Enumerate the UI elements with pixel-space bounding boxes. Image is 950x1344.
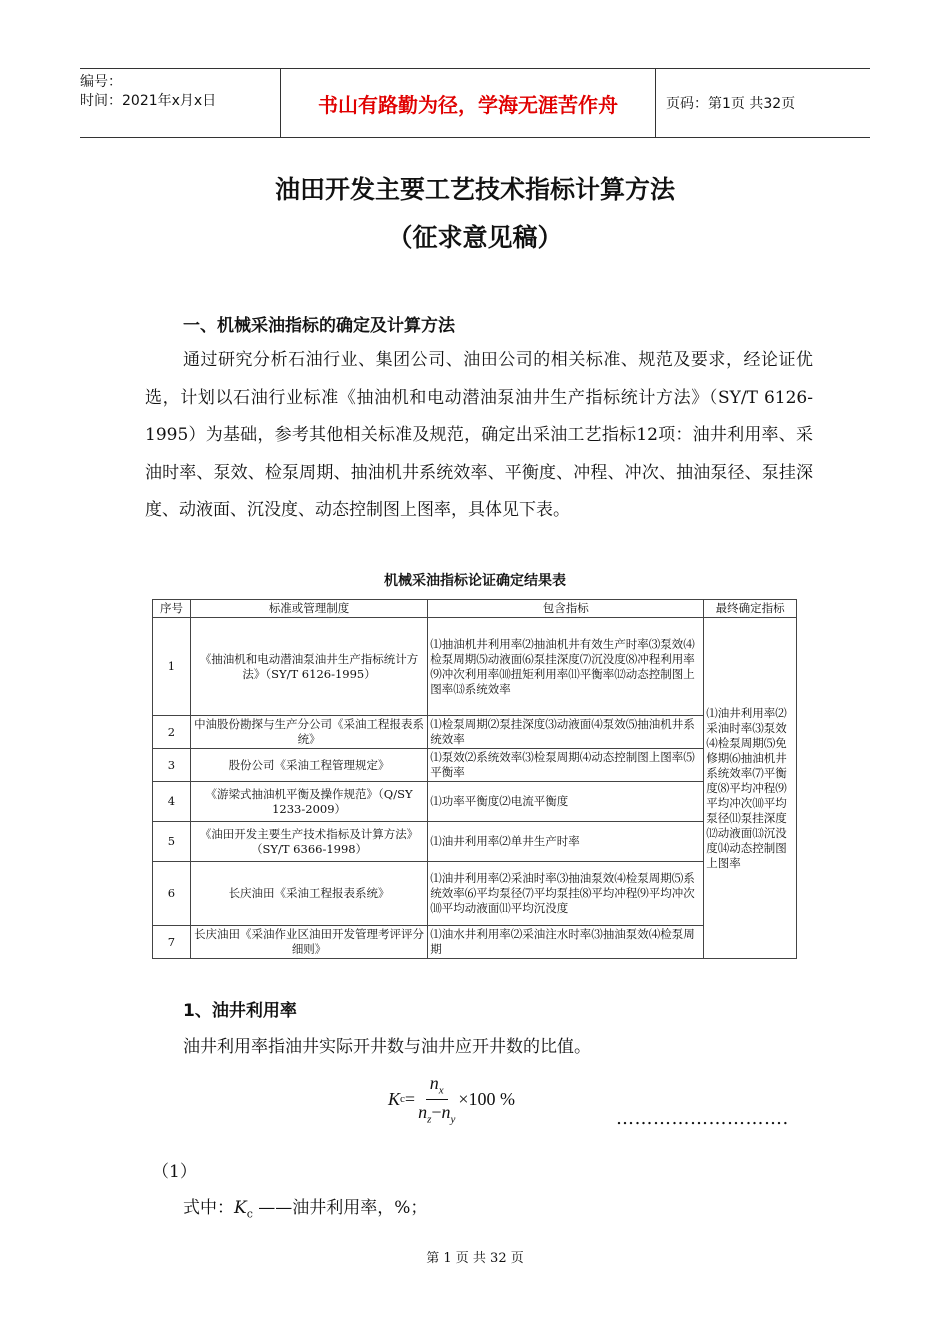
subsection-heading: 1、油井利用率 <box>183 1001 297 1021</box>
table-row <box>153 782 797 822</box>
row-number: 7 <box>153 926 191 959</box>
formula-lhs: K <box>388 1088 401 1109</box>
row-indicators: ⑴功率平衡度⑵电流平衡度 <box>428 782 704 822</box>
where-symbol-sub: c <box>246 1207 253 1221</box>
table-row <box>153 822 797 862</box>
document-subtitle: （征求意见稿） <box>387 223 563 252</box>
formula-denominator: $n_z-n_y$ <box>418 1101 456 1126</box>
header-page-info: 页码：第1页 共32页 <box>666 96 796 112</box>
row-standard: 《油田开发主要生产技术指标及计算方法》（SY/T 6366-1998） <box>190 822 427 862</box>
section-heading: 一、机械采油指标的确定及计算方法 <box>183 316 455 336</box>
table-row <box>153 926 797 959</box>
where-text: ——油井利用率，%； <box>252 1198 428 1218</box>
document-number: 编号： <box>80 74 122 90</box>
row-number: 4 <box>153 782 191 822</box>
formula-tail: ×100 % <box>458 1088 516 1109</box>
table-row <box>153 862 797 926</box>
header-cell: 标准或管理制度 <box>190 600 427 618</box>
row-number: 1 <box>153 618 191 716</box>
formula-numerator: $n_x$ <box>426 1073 448 1100</box>
row-indicators: ⑴检泵周期⑵泵挂深度⑶动液面⑷泵效⑸抽油机井系统效率 <box>428 716 704 749</box>
page-footer: 第 1 页 共 32 页 <box>426 1251 524 1266</box>
formula-dots: ………………………. <box>616 1108 789 1129</box>
definition-text: 油井利用率指油井实际开井数与油井应开井数的比值。 <box>183 1037 591 1057</box>
row-standard: 长庆油田《采油工程报表系统》 <box>190 862 427 926</box>
equation-number: （1） <box>152 1162 197 1182</box>
header-cell: 包含指标 <box>428 600 704 618</box>
row-number: 6 <box>153 862 191 926</box>
header-meta <box>80 69 281 137</box>
where-line <box>183 1193 427 1220</box>
row-standard: 长庆油田《采油作业区油田开发管理考评评分细则》 <box>190 926 427 959</box>
row-number: 3 <box>153 749 191 782</box>
body-paragraph: 通过研究分析石油行业、集团公司、油田公司的相关标准、规范及要求，经论证优选，计划以石油行业标准《抽油机和电动潜油泵油井生产指标统计方法》（SY/T 6126-1995）为基础，参考其他相关标准及规范，确定出采油工艺指标12项：油井利用率、采油时率、泵效、检泵周期、抽油机井系统效率、平衡度、冲程、冲次、抽油泵径、泵挂深度、动液面、沉没度、动态控制图上图率，具体见下表。 <box>145 350 813 520</box>
row-indicators: ⑴油井利用率⑵采油时率⑶抽油泵效⑷检泵周期⑸系统效率⑹平均泵径⑺平均泵挂⑻平均冲程⑼平均冲次⑽平均动液面⑾平均沉没度 <box>428 862 704 926</box>
table-row <box>153 716 797 749</box>
row-number: 5 <box>153 822 191 862</box>
formula-fraction <box>418 1073 455 1125</box>
header-cell: 最终确定指标 <box>704 600 797 618</box>
table-header-row <box>153 600 797 618</box>
row-standard: 中油股份勘探与生产分公司《采油工程报表系统》 <box>190 716 427 749</box>
row-indicators: ⑴油水井利用率⑵采油注水时率⑶抽油泵效⑷检泵周期 <box>428 926 704 959</box>
indicator-table <box>152 599 797 959</box>
table-caption: 机械采油指标论证确定结果表 <box>384 573 566 589</box>
row-standard: 《游梁式抽油机平衡及操作规范》（Q/SY 1233-2009） <box>190 782 427 822</box>
table-row <box>153 749 797 782</box>
document-title: 油田开发主要工艺技术指标计算方法 <box>274 175 675 204</box>
row-standard: 股份公司《采油工程管理规定》 <box>190 749 427 782</box>
formula-equals: = <box>404 1088 416 1109</box>
row-indicators: ⑴泵效⑵系统效率⑶检泵周期⑷动态控制图上图率⑸平衡率 <box>428 749 704 782</box>
final-indicators: ⑴油井利用率⑵采油时率⑶泵效⑷检泵周期⑸免修期⑹抽油机井系统效率⑺平衡度⑻平均冲程⑼平均冲次⑽平均泵径⑾泵挂深度⑿动液面⒀沉没度⒁动态控制图上图率 <box>704 618 797 959</box>
document-date: 时间：2021年x月x日 <box>80 93 217 109</box>
header-motto: 书山有路勤为径，学海无涯苦作舟 <box>281 69 656 137</box>
where-prefix: 式中： <box>183 1198 234 1218</box>
formula <box>388 1073 515 1125</box>
row-indicators: ⑴抽油机井利用率⑵抽油机井有效生产时率⑶泵效⑷检泵周期⑸动液面⑹泵挂深度⑺沉没度⑻冲程利用率⑼冲次利用率⑽扭矩利用率⑾平衡率⑿动态控制图上图率⒀系统效率 <box>428 618 704 716</box>
header-cell: 序号 <box>153 600 191 618</box>
table-row <box>153 618 797 716</box>
row-standard: 《抽油机和电动潜油泵油井生产指标统计方法》（SY/T 6126-1995） <box>190 618 427 716</box>
row-indicators: ⑴油井利用率⑵单井生产时率 <box>428 822 704 862</box>
where-symbol: K <box>234 1198 247 1218</box>
page-header <box>80 68 870 138</box>
formula-lhs-sub: c <box>400 1093 405 1106</box>
row-number: 2 <box>153 716 191 749</box>
